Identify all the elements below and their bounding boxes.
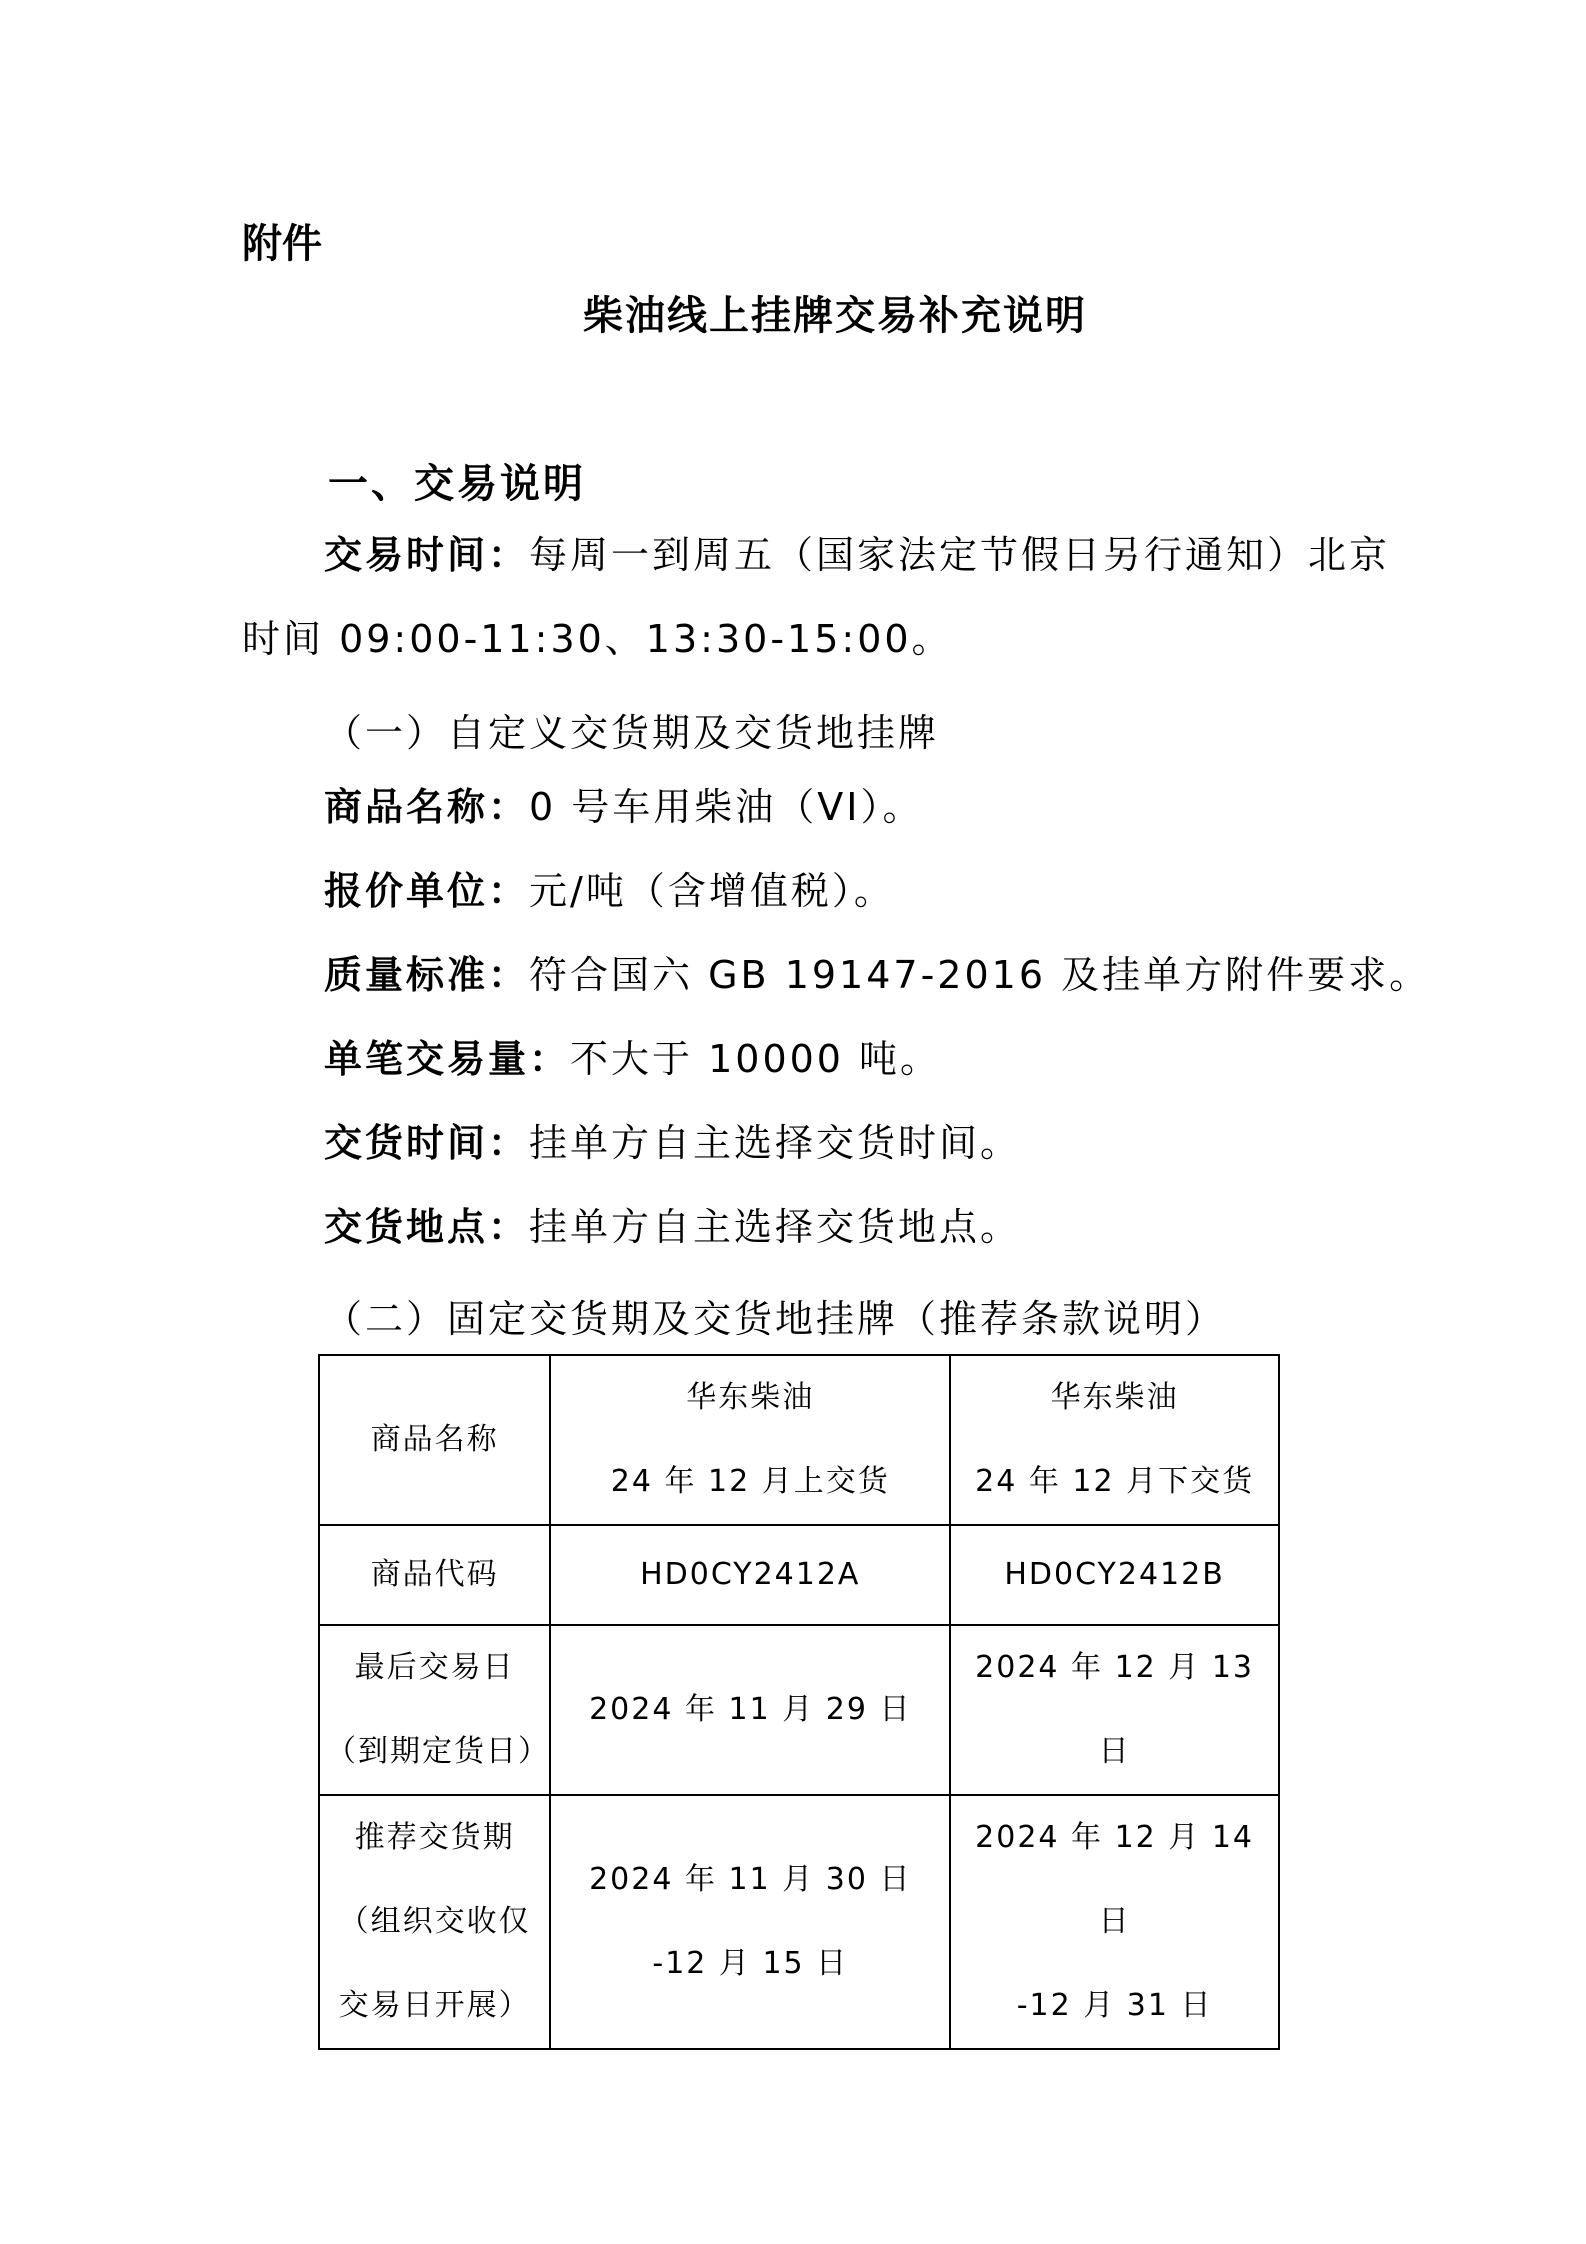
item-quote-unit	[324, 869, 895, 913]
item-product-name	[324, 785, 924, 829]
item-value: 0 号车用柴油（VI）。	[529, 785, 924, 829]
cell-text: 华东柴油	[686, 1380, 815, 1415]
item-delivery-place	[324, 1205, 1022, 1249]
item-single-volume	[324, 1037, 942, 1081]
table-cell	[550, 1795, 950, 2049]
item-value: 符合国六 GB 19147-2016 及挂单方附件要求。	[529, 953, 1431, 997]
cell-text: -12 月 31 日	[1016, 1988, 1213, 2023]
item-label: 报价单位：	[324, 869, 530, 913]
trading-time-paragraph	[324, 533, 1391, 577]
table-cell	[950, 1355, 1279, 1525]
cell-text: （组织交收仅	[338, 1904, 531, 1939]
cell-text: 商品名称	[370, 1422, 499, 1457]
cell-text: -12 月 15 日	[652, 1946, 849, 1981]
cell-text: 2024 年 11 月 29 日	[589, 1692, 912, 1727]
cell-text: HD0CY2412A	[640, 1557, 861, 1592]
attachment-label: 附件	[242, 221, 322, 267]
item-label: 单笔交易量：	[324, 1037, 571, 1081]
table-cell	[550, 1525, 950, 1625]
cell-text: 交易日开展）	[338, 1988, 531, 2023]
item-label: 交货地点：	[324, 1205, 530, 1249]
table-cell	[950, 1625, 1279, 1795]
cell-text: 2024 年 12 月 13 日	[975, 1650, 1255, 1769]
cell-text: 2024 年 12 月 14 日	[975, 1820, 1255, 1939]
table-row-product-name	[319, 1355, 1279, 1525]
cell-text: 商品代码	[370, 1557, 499, 1592]
table-cell	[550, 1355, 950, 1525]
item-delivery-time	[324, 1121, 1022, 1165]
trading-time-continuation: 时间 09:00-11:30、13:30-15:00。	[242, 617, 953, 661]
item-value: 挂单方自主选择交货地点。	[529, 1205, 1022, 1249]
item-value: 挂单方自主选择交货时间。	[529, 1121, 1022, 1165]
table-row-product-code	[319, 1525, 1279, 1625]
cell-text: 推荐交货期	[354, 1820, 515, 1855]
section-heading-trading: 一、交易说明	[328, 461, 586, 507]
item-value: 元/吨（含增值税）。	[529, 869, 895, 913]
table-cell	[550, 1625, 950, 1795]
cell-text: 2024 年 11 月 30 日	[589, 1862, 912, 1897]
item-quality-standard	[324, 953, 1431, 997]
item-label: 交货时间：	[324, 1121, 530, 1165]
cell-text: 华东柴油	[1050, 1380, 1179, 1415]
item-label: 商品名称：	[324, 785, 530, 829]
row-header-cell	[319, 1525, 550, 1625]
item-value: 不大于 10000 吨。	[570, 1037, 942, 1081]
table-cell	[950, 1525, 1279, 1625]
table-cell	[950, 1795, 1279, 2049]
subsection-heading-fixed: （二）固定交货期及交货地挂牌（推荐条款说明）	[324, 1297, 1227, 1341]
document-title: 柴油线上挂牌交易补充说明	[583, 293, 1087, 339]
cell-text: （到期定货日）	[326, 1734, 550, 1769]
row-header-cell	[319, 1625, 550, 1795]
cell-text: 最后交易日	[354, 1650, 515, 1685]
cell-text: 24 年 12 月上交货	[610, 1464, 890, 1499]
trading-time-value: 每周一到周五（国家法定节假日另行通知）北京	[529, 533, 1391, 577]
table-row-delivery-period	[319, 1795, 1279, 2049]
subsection-heading-custom: （一）自定义交货期及交货地挂牌	[324, 711, 940, 755]
item-label: 质量标准：	[324, 953, 530, 997]
cell-text: HD0CY2412B	[1004, 1557, 1225, 1592]
terms-table	[318, 1354, 1280, 2050]
trading-time-label: 交易时间：	[324, 533, 530, 577]
table-row-last-trading-day	[319, 1625, 1279, 1795]
cell-text: 24 年 12 月下交货	[975, 1464, 1255, 1499]
row-header-cell	[319, 1795, 550, 2049]
row-header-cell	[319, 1355, 550, 1525]
